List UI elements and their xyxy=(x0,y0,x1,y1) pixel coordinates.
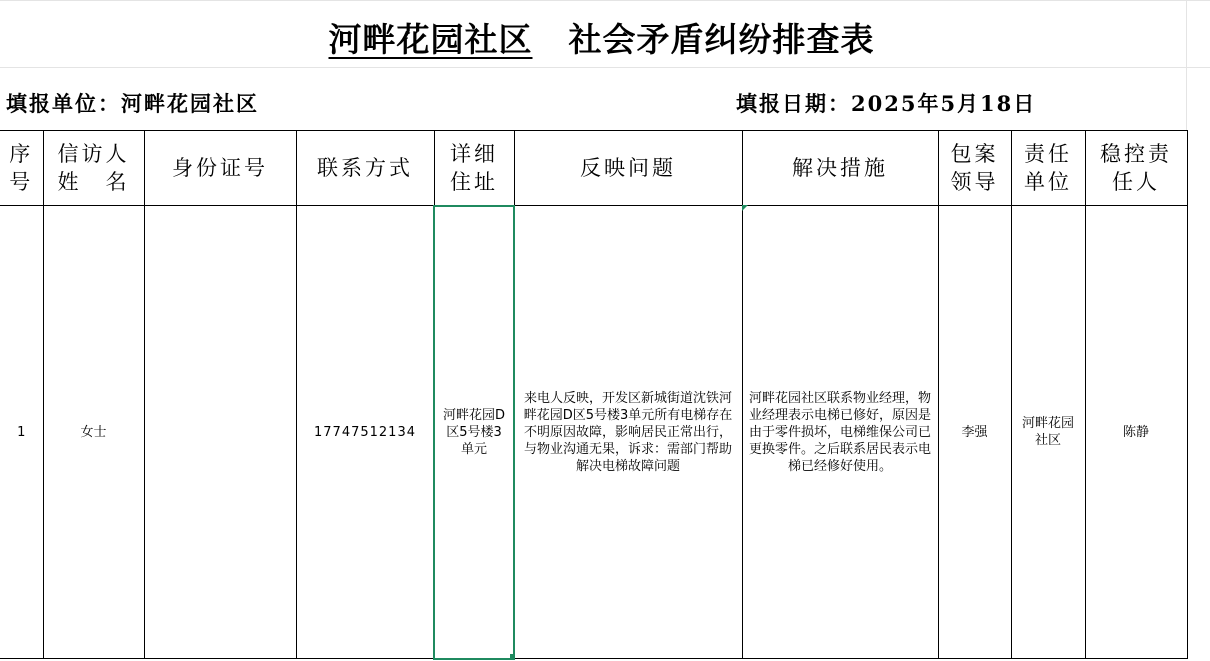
cell-seq[interactable]: 1 xyxy=(0,206,43,659)
header-id-number-label: 身份证号 xyxy=(172,156,268,180)
fill-handle[interactable] xyxy=(510,654,515,659)
gridline xyxy=(0,67,1210,68)
header-name[interactable] xyxy=(43,131,144,206)
page-title xyxy=(0,14,1185,58)
gridline xyxy=(0,0,1210,1)
header-contact[interactable] xyxy=(296,131,434,206)
header-stability[interactable] xyxy=(1085,131,1187,206)
cell-name[interactable]: 女士 xyxy=(43,206,144,659)
header-issue[interactable] xyxy=(514,131,742,206)
dispute-table xyxy=(0,130,1188,659)
comment-indicator-icon xyxy=(742,205,748,211)
header-unit[interactable] xyxy=(1011,131,1085,206)
header-solution-label: 解决措施 xyxy=(792,156,888,180)
gridline xyxy=(1186,0,1187,130)
header-unit-label: 责任单位 xyxy=(1024,142,1072,194)
cell-id-number[interactable] xyxy=(144,206,296,659)
header-stability-label: 稳控责任人 xyxy=(1100,142,1172,194)
cell-stability[interactable]: 陈静 xyxy=(1085,206,1187,659)
cell-solution[interactable]: 河畔花园社区联系物业经理，物业经理表示电梯已修好，原因是由于零件损坏，电梯维保公司已更换零件。之后联系居民表示电梯已经修好使用。 xyxy=(742,206,938,659)
fill-date: 填报日期：2025年5月18日 xyxy=(736,91,1037,116)
cell-contact[interactable]: 17747512134 xyxy=(296,206,434,659)
title-name: 社会矛盾纠纷排查表 xyxy=(568,20,875,59)
header-leader-label: 包案领导 xyxy=(950,142,999,194)
header-seq-label: 序号 xyxy=(9,142,34,194)
header-leader[interactable] xyxy=(938,131,1011,206)
header-row xyxy=(0,131,1187,206)
header-seq[interactable] xyxy=(0,131,43,206)
header-id-number[interactable] xyxy=(144,131,296,206)
title-community: 河畔花园社区 xyxy=(328,20,533,59)
header-name-label: 信访人姓 名 xyxy=(57,142,130,194)
fill-unit: 填报单位：河畔花园社区 xyxy=(6,91,259,116)
cell-issue[interactable]: 来电人反映，开发区新城街道沈铁河畔花园D区5号楼3单元所有电梯存在不明原因故障，影响居民正常出行，与物业沟通无果，诉求：需部门帮助解决电梯故障问题 xyxy=(514,206,742,659)
header-address[interactable] xyxy=(434,131,514,206)
header-solution[interactable] xyxy=(742,131,938,206)
table-row xyxy=(0,206,1187,659)
header-contact-label: 联系方式 xyxy=(317,156,413,180)
cell-leader[interactable]: 李强 xyxy=(938,206,1011,659)
header-issue-label: 反映问题 xyxy=(580,156,676,180)
cell-address[interactable]: 河畔花园D区5号楼3单元 xyxy=(434,206,514,659)
header-address-label: 详细住址 xyxy=(450,142,498,194)
cell-unit[interactable]: 河畔花园社区 xyxy=(1011,206,1085,659)
